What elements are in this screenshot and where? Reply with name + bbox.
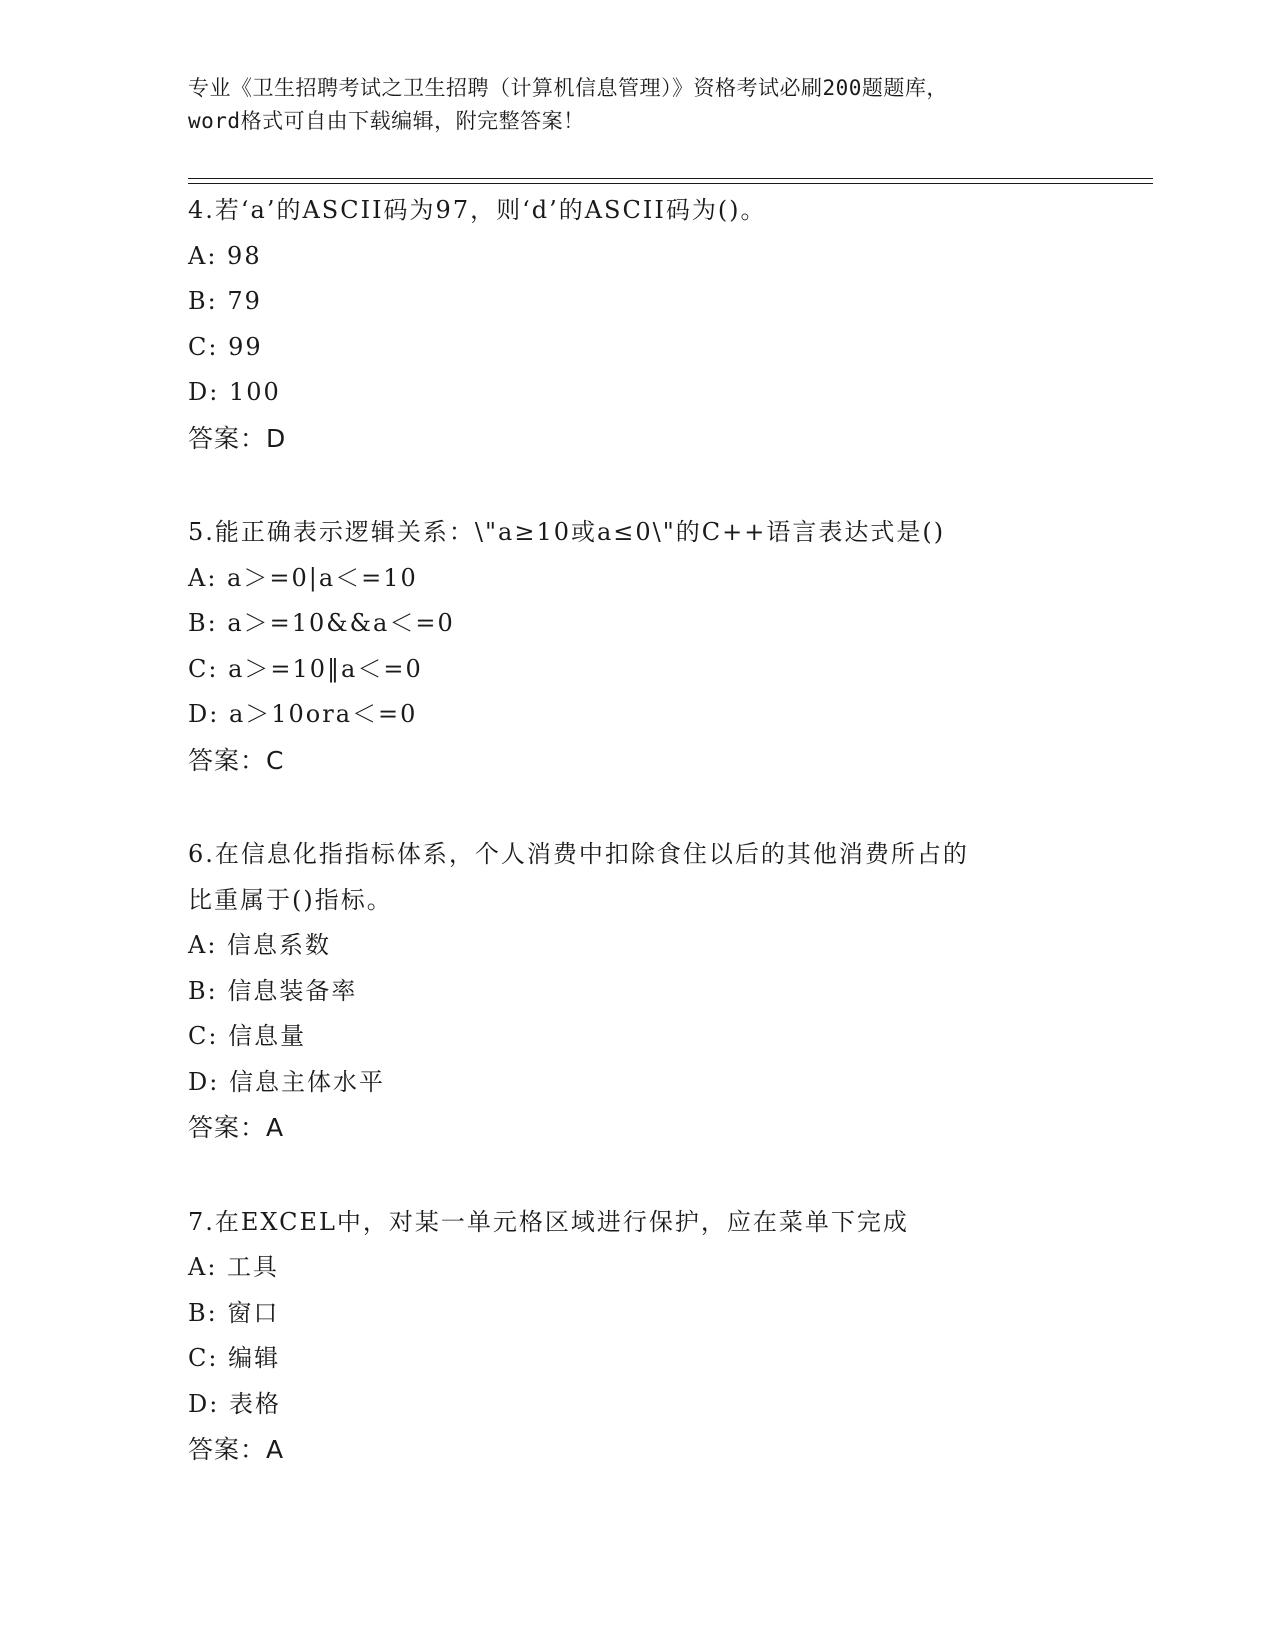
option-c: C: 编辑 xyxy=(188,1344,281,1372)
option-b: B: 窗口 xyxy=(188,1298,280,1327)
option-a: A: a＞=0|a＜=10 xyxy=(188,563,418,592)
option-d: D: 100 xyxy=(188,378,281,406)
answer-label: 答案：A xyxy=(188,1113,285,1142)
document-header xyxy=(188,72,1088,138)
question-stem: 4.若‘a’的ASCII码为97，则‘d’的ASCII码为()。 xyxy=(188,196,767,224)
option-a: A: 信息系数 xyxy=(188,931,332,959)
header-line-1: 专业《卫生招聘考试之卫生招聘（计算机信息管理）》资格考试必刷200题题库， xyxy=(188,76,948,100)
header-divider-top xyxy=(188,178,1153,179)
question-stem: 7.在EXCEL中，对某一单元格区域进行保护，应在菜单下完成 xyxy=(188,1207,909,1236)
question-4 xyxy=(188,188,1088,461)
answer-label: 答案：C xyxy=(188,745,285,775)
option-c: C: a＞=10‖a＜=0 xyxy=(188,654,423,683)
header-divider-bottom xyxy=(188,183,1153,184)
option-c: C: 99 xyxy=(188,332,263,361)
answer-label: 答案：A xyxy=(188,1435,285,1464)
question-list xyxy=(188,188,1088,1522)
option-a: A: 98 xyxy=(188,241,262,270)
question-5 xyxy=(188,510,1088,783)
option-d: D: 表格 xyxy=(188,1389,281,1418)
option-b: B: a＞=10&&a＜=0 xyxy=(188,609,455,637)
header-line-2: word格式可自由下载编辑，附完整答案！ xyxy=(188,109,585,133)
option-d: D: a＞10ora＜=0 xyxy=(188,700,418,728)
option-d: D: 信息主体水平 xyxy=(188,1067,385,1096)
question-stem-continued: 比重属于()指标。 xyxy=(188,885,393,914)
option-c: C: 信息量 xyxy=(188,1022,307,1050)
question-6 xyxy=(188,832,1088,1151)
question-stem: 5.能正确表示逻辑关系：\"a≥10或a≤0\"的C++语言表达式是() xyxy=(188,518,946,546)
option-b: B: 79 xyxy=(188,287,262,315)
question-stem: 6.在信息化指指标体系，个人消费中扣除食住以后的其他消费所占的 xyxy=(188,840,969,868)
question-7 xyxy=(188,1200,1088,1473)
option-a: A: 工具 xyxy=(188,1253,280,1281)
option-b: B: 信息装备率 xyxy=(188,976,358,1005)
answer-label: 答案：D xyxy=(188,423,287,453)
